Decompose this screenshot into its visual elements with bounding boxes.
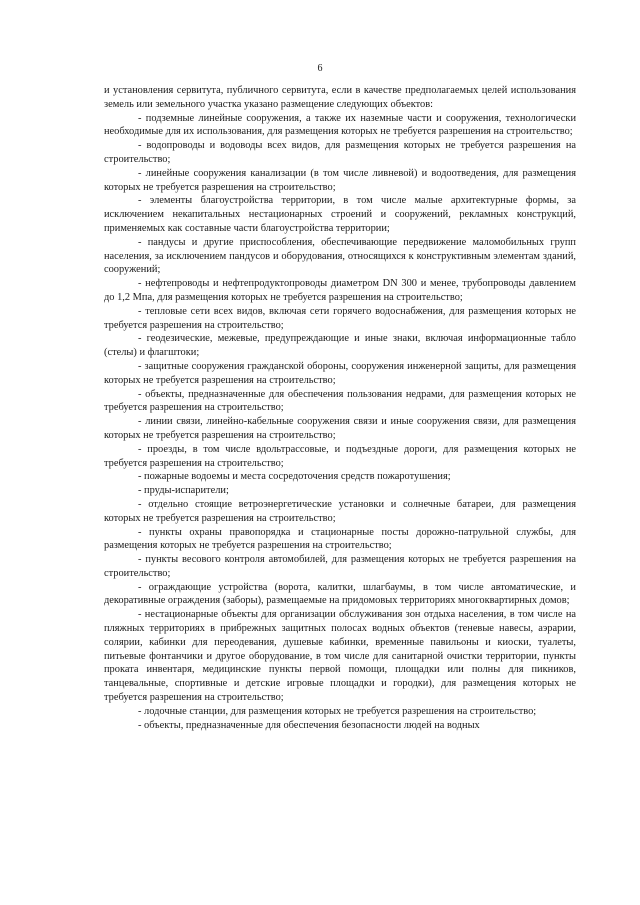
list-item: - ограждающие устройства (ворота, калитки, шлагбаумы, в том числе автоматические, и декоративные ограждения (заборы), размещаемые на придомовых территориях многоквартирных домов;	[104, 581, 576, 607]
list-item: - нестационарные объекты для организации обслуживания зон отдыха населения, в том числе на пляжных территориях в прибрежных защитных полосах водных объектов (теневые навесы, аэрарии, солярии, кабинки для переодевания, душевые кабинки, временные павильоны и киоски, туалеты, питьевые фонтанчики и другое оборудование, в том числе для санитарной очистки территории, пункты проката инвентаря, медицинские пункты первой помощи, площадки или полны для пикников, танцевальные, спортивные и детские игровые площадки и городки), для размещения которых не требуется разрешения на строительство;	[104, 609, 576, 704]
list-item: - пункты охраны правопорядка и стационарные посты дорожно-патрульной службы, для размещения которых не требуется разрешения на строительство;	[104, 526, 576, 552]
list-item: - объекты, предназначенные для обеспечения пользования недрами, для размещения которых не требуется разрешения на строительство;	[104, 388, 576, 414]
list-item: - линейные сооружения канализации (в том числе ливневой) и водоотведения, для размещения которых не требуется разрешения на строительство;	[104, 167, 576, 193]
list-item: - геодезические, межевые, предупреждающие и иные знаки, включая информационные табло (стелы) и флагштоки;	[104, 333, 576, 359]
list-item: - водопроводы и водоводы всех видов, для размещения которых не требуется разрешения на строительство;	[104, 140, 576, 165]
list-item: - пункты весового контроля автомобилей, для размещения которых не требуется разрешения на строительство;	[104, 554, 576, 579]
document-body	[104, 84, 576, 732]
list-item: - нефтепроводы и нефтепродуктопроводы диаметром DN 300 и менее, трубопроводы давлением до 1,2 Мпа, для размещения которых не требуется разрешения на строительство;	[104, 278, 576, 303]
page-number: 6	[317, 63, 323, 74]
list-item: - объекты, предназначенные для обеспечения безопасности людей на водных	[138, 719, 480, 731]
list-item: - защитные сооружения гражданской обороны, сооружения инженерной защиты, для размещения которых не требуется разрешения на строительство;	[104, 360, 576, 386]
list-item: - пожарные водоемы и места сосредоточения средств пожаротушения;	[138, 471, 451, 483]
list-item: - подземные линейные сооружения, а также их наземные части и сооружения, технологически необходимые для их использования, для размещения которых не требуется разрешения на строительство;	[104, 112, 576, 138]
list-item: - тепловые сети всех видов, включая сети горячего водоснабжения, для размещения которых не требуется разрешения на строительство;	[104, 305, 576, 331]
list-item: - линии связи, линейно-кабельные сооружения связи и иные сооружения связи, для размещения которых не требуется разрешения на строительство;	[104, 416, 576, 441]
list-item: - отдельно стоящие ветроэнергетические установки и солнечные батареи, для размещения которых не требуется разрешения на строительство;	[104, 498, 576, 524]
list-item: - пандусы и другие приспособления, обеспечивающие передвижение маломобильных групп населения, за исключением пандусов и оборудования, относящихся к конструктивным элементам зданий, сооружений;	[104, 236, 576, 276]
list-item: - пруды-испарители;	[138, 485, 229, 497]
list-item: - элементы благоустройства территории, в том числе малые архитектурные формы, за исключением некапитальных нестационарных строений и сооружений, рекламных конструкций, применяемых как составные части благоустройства территории;	[104, 195, 576, 234]
list-item: - проезды, в том числе вдольтрассовые, и подъездные дороги, для размещения которых не требуется разрешения на строительство;	[104, 443, 576, 469]
list-item: - лодочные станции, для размещения которых не требуется разрешения на строительство;	[138, 705, 537, 717]
paragraph: и установления сервитута, публичного сервитута, если в качестве предполагаемых целей использования земель или земельного участка указано размещение следующих объектов:	[104, 85, 576, 110]
